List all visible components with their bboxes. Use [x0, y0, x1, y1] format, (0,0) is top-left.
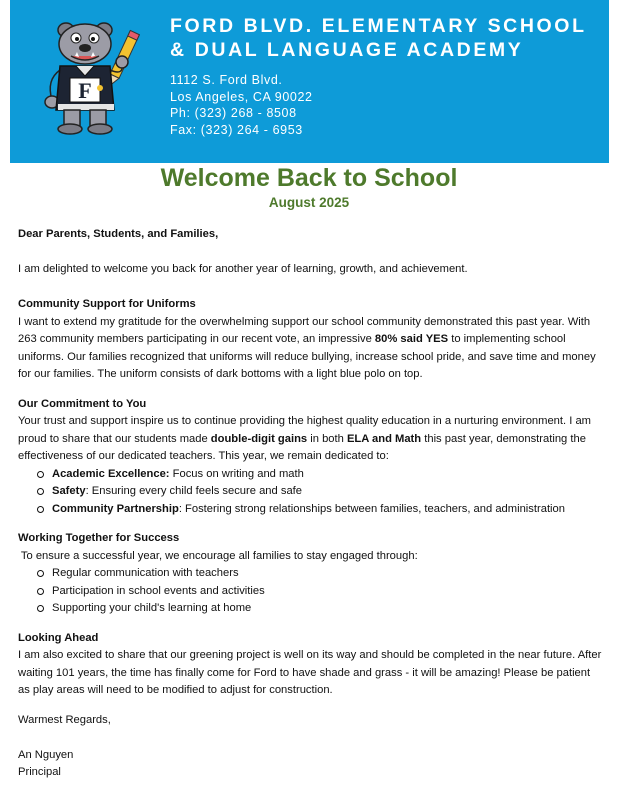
signature-title: Principal [18, 766, 61, 778]
school-name [170, 14, 587, 62]
signature-name: An Nguyen [18, 748, 74, 761]
list-item: Supporting your child's learning at home [52, 600, 603, 618]
header-banner [10, 0, 609, 163]
list-item: Academic Excellence: Focus on writing and math [52, 466, 603, 484]
together-paragraph: To ensure a successful year, we encourage all families to stay engaged through: [18, 549, 418, 562]
looking-ahead-paragraph: I am also excited to share that our greening project is well on its way and should be completed in the near future. After waiting 101 years, the time has finally come for Ford to have shade and grass - it will be amazing! Please be patient as play areas will need to be modified to adjust for construction. [18, 649, 602, 696]
school-name-line1: FORD BLVD. ELEMENTARY SCHOOL [170, 15, 587, 37]
closing: Warmest Regards, [18, 713, 111, 726]
commitment-list [18, 466, 603, 519]
letter-body [18, 226, 603, 782]
mascot-shirt-letter: F [78, 78, 92, 103]
address-street: 1112 S. Ford Blvd. [170, 73, 283, 87]
intro-paragraph: I am delighted to welcome you back for another year of learning, growth, and achievement. [18, 263, 468, 275]
commitment-paragraph: Your trust and support inspire us to continue providing the highest quality education in a nurturing environment. I am proud to share that our students made double-digit gains in both ELA and Math this past year, demonstrating the effectiveness of our dedicated teachers. This year, we remain dedicated to: [18, 415, 591, 462]
list-item: Participation in school events and activities [52, 583, 603, 601]
list-item: Community Partnership: Fostering strong relationships between families, teachers, and administration [52, 501, 603, 519]
page-subtitle: August 2025 [268, 195, 350, 210]
list-item: Safety: Ensuring every child feels secure and safe [52, 483, 603, 501]
uniforms-heading: Community Support for Uniforms [18, 298, 196, 310]
bulldog-mascot-logo [38, 18, 146, 136]
looking-ahead-heading: Looking Ahead [18, 631, 99, 644]
phone-number: Ph: (323) 268 - 8508 [170, 106, 297, 120]
list-item: Regular communication with teachers [52, 565, 603, 583]
together-list [18, 565, 603, 618]
uniforms-paragraph: I want to extend my gratitude for the overwhelming support our school community demonstrated this past year. With 263 community members participating in our recent vote, an impressive 80% said YES to implementing school uniforms. Our families recognized that uniforms will reduce bullying, increase school pride, and save time and money for our families. The uniform consists of dark bottoms with a light blue polo on top. [18, 315, 596, 380]
together-heading: Working Together for Success [18, 532, 180, 544]
school-name-line2: & DUAL LANGUAGE ACADEMY [170, 39, 524, 61]
commitment-heading: Our Commitment to You [18, 397, 147, 410]
address-city: Los Angeles, CA 90022 [170, 89, 313, 104]
school-contact-block [170, 72, 313, 138]
salutation: Dear Parents, Students, and Families, [18, 228, 219, 240]
page-title: Welcome Back to School [160, 164, 458, 192]
fax-number: Fax: (323) 264 - 6953 [170, 122, 303, 137]
